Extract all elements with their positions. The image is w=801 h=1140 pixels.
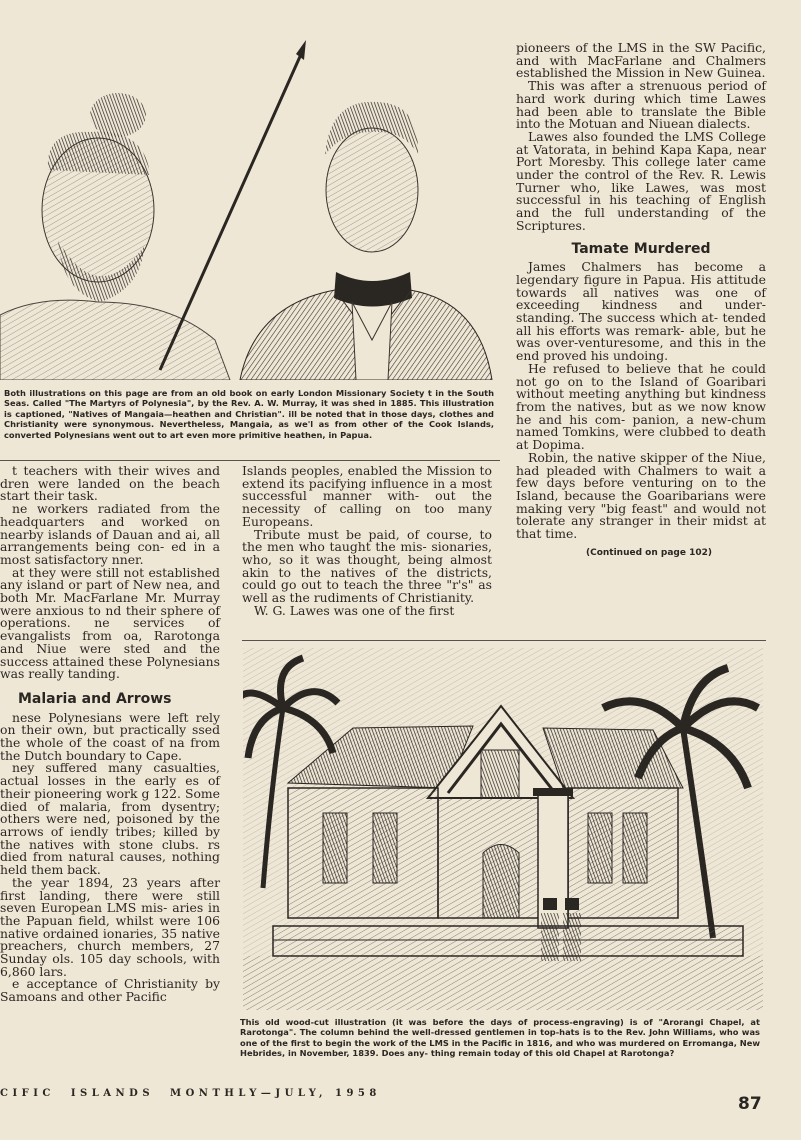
engraved-portraits-icon [0,40,500,380]
paragraph: Robin, the native skipper of the Niue, had pleaded with Chalmers to wait a few days before venturing on to the Island, because the Goaribarians were making very "big feast" and would not tolerate any stranger in their midst at that time. [516,449,766,542]
bottom-illustration [243,648,763,1010]
column-right [516,42,766,559]
top-caption: Both illustrations on this page are from an old book on early London Missionary Society t in the South Seas. Called "The Martyrs of Polynesia", by the Rev. A. W. Murray, it was shed in 1885. This illustration is captioned, "Natives of Mangaia—heathen and Christian". ill be noted that in those days, clothes and Christianity were synonymous. Nevertheless, Mangaia, as we'l as from other of the Cook Islands, converted Polynesians went out to art even more primitive heathen, in Papua. [4,388,494,440]
divider [242,640,766,641]
paragraph: ney suffered many casualties, actual losses in the early es of their pioneering work g 122. Some died of malaria, from dysentry; others were ned, poisoned by the arrows of iendly tribes; killed by the natives with stone clubs. rs died from natural causes, nothing held them back. [0,760,220,878]
paragraph: Lawes also founded the LMS College at Vatorata, in behind Kapa Kapa, near Port Moresby. This college later came under the control of the Rev. R. Lewis Turner who, like Lawes, was most successful in his teaching of English and the full understanding of the Scriptures. [516,128,766,233]
continued-note: (Continued on page 102) [585,547,712,558]
column-middle [242,465,492,617]
top-illustration [0,40,500,380]
paragraph: This was after a strenuous period of hard work during which time Lawes had been able to translate the Bible into the Motuan and Niuean dialects. [516,78,766,132]
chapel-woodcut-icon [243,648,763,1010]
paragraph: e acceptance of Christianity by Samoans and other Pacific [0,976,220,1005]
paragraph: Islands peoples, enabled the Mission to extend its pacifying influence in a most successful manner with- out the necessity of calling on too many Europeans. [242,463,492,529]
paragraph: t teachers with their wives and dren were landed on the beach start their task. [0,463,220,504]
divider [0,460,500,461]
bottom-caption: This old wood-cut illustration (it was before the days of process-engraving) is of "Arorangi Chapel, at Rarotonga". The column behind the well-dressed gentlemen in top-hats is to the Rev. John Williams, who was one of the first to begin the work of the LMS in the Pacific in 1816, and who was murdered on Erromanga, New Hebrides, in November, 1839. Does any- thing remain today of this old Chapel at Rarotonga? [240,1017,761,1059]
paragraph: Tribute must be paid, of course, to the men who taught the mis- sionaries, who, so it was thought, being almost akin to the natives of the districts, could go out to teach the three "r's" as well as the rudiments of Christianity. [242,526,492,606]
page-number: 87 [738,1094,762,1114]
section-heading: Malaria and Arrows [18,690,172,707]
paragraph: W. G. Lawes was one of the first [254,602,455,618]
paragraph: James Chalmers has become a legendary figure in Papua. His attitude towards all natives was one of exceeding kindness and under- standing. The success which at- tended all his efforts was remark- able, but he was over-venturesome, and this in the end proved his undoing. [516,259,766,364]
paragraph: nese Polynesians were left rely on their own, but practically ssed the whole of the coast of na from the Dutch boundary to Cape. [0,709,220,763]
paragraph: the year 1894, 23 years after first landing, there were still seven European LMS mis- aries in the Papuan field, whilst were 106 native ordained ionaries, 35 native preachers, church members, 27 Sunday ols. 105 day schools, with 6,860 lars. [0,874,220,979]
paragraph: He refused to believe that he could not go on to the Island of Goaribari without meeting anything but kindness from the natives, but as we now know he and his com- panion, a new-chum named Tomkins, were clubbed to death at Dopima. [516,360,766,453]
paragraph: at they were still not established any island or part of New nea, and both Mr. MacFarlane Mr. Murray were anxious to nd their sphere of operations. ne services of evangalists from oa, Rarotonga and Niue were sted and the success attained these Polynesians was really tanding. [0,564,220,682]
footer-masthead: CIFIC ISLANDS MONTHLY—JULY, 1958 [0,1088,381,1099]
paragraph: ne workers radiated from the headquarters and worked on nearby islands of Dauan and ai, all arrangements being con- ed in a most satisfactory nner. [0,501,220,567]
paragraph: pioneers of the LMS in the SW Pacific, and with MacFarlane and Chalmers established the Mission in New Guinea. [516,40,766,81]
section-heading: Tamate Murdered [571,240,711,257]
column-left [0,465,220,1004]
